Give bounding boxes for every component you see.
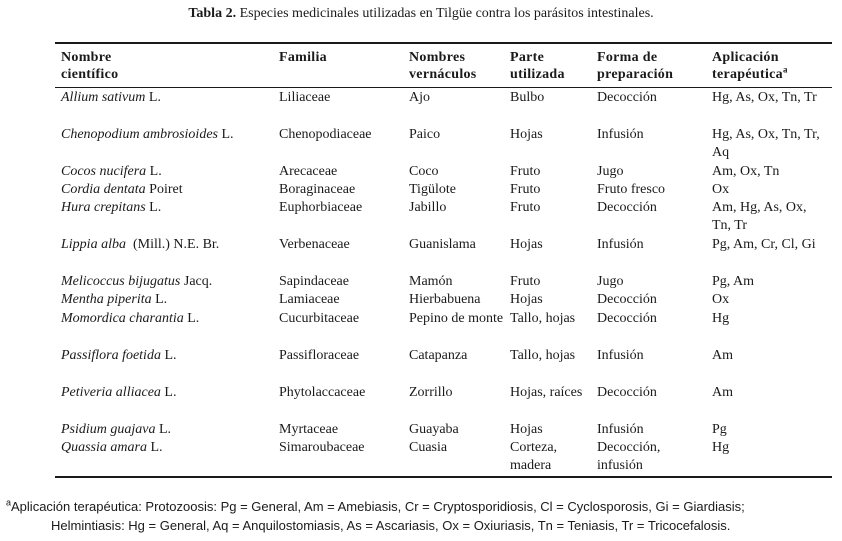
- cell-nombre-vernaculo: Coco: [409, 164, 439, 179]
- cell-familia: Sapindaceae: [279, 274, 349, 289]
- cell-aplicacion-terapeutica: Am: [712, 348, 733, 363]
- species-author: L.: [145, 90, 161, 105]
- cell-familia: Passifloraceae: [279, 348, 360, 363]
- cell-aplicacion-terapeutica: Am, Ox, Tn: [712, 164, 780, 179]
- species-author: L.: [146, 440, 163, 455]
- cell-nombre-vernaculo: Jabillo: [409, 200, 447, 215]
- species-name: Allium sativum: [61, 90, 146, 105]
- cell-aplicacion-terapeutica: Hg: [712, 311, 730, 326]
- footnote-marker: a: [6, 497, 12, 508]
- species-name: Petiveria alliacea: [61, 385, 161, 400]
- cell-parte-utilizada: Tallo, hojas: [510, 348, 576, 363]
- cell-nombre-cientifico: [61, 347, 276, 365]
- header-forma-line1: Forma de: [597, 50, 658, 65]
- cell-aplicacion-terapeutica: Am, Hg, As, Ox, Tn, Tr: [712, 200, 807, 233]
- cell-forma-preparacion: Decocción: [597, 200, 657, 215]
- cell-nombre-cientifico: [61, 89, 276, 107]
- cell-familia: Liliaceae: [279, 90, 331, 105]
- cell-aplicacion-terapeutica: Pg, Am, Cr, Cl, Gi: [712, 237, 816, 252]
- table-caption: [0, 6, 842, 22]
- footnote-text-line1: Aplicación terapéutica: Protozoosis: Pg = General, Am = Amebiasis, Cr = Cryptosporidiosis, Cl = Cyclosporosis, Gi = Giardiasis;: [11, 499, 745, 514]
- cell-aplicacion-terapeutica: Pg: [712, 422, 727, 437]
- cell-nombre-cientifico: [61, 310, 276, 328]
- top-rule: [55, 42, 832, 44]
- header-aplic-line2: terapéutica: [712, 67, 783, 82]
- cell-familia: Phytolaccaceae: [279, 385, 366, 400]
- cell-nombre-vernaculo: Paico: [409, 127, 441, 142]
- species-author: L.: [145, 200, 162, 215]
- species-author: Poiret: [145, 182, 183, 197]
- species-author: L.: [217, 127, 234, 142]
- species-name: Cordia dentata: [61, 182, 146, 197]
- cell-familia: Lamiaceae: [279, 292, 340, 307]
- cell-parte-utilizada: Tallo, hojas: [510, 311, 576, 326]
- cell-parte-utilizada: Hojas: [510, 127, 543, 142]
- species-author: L.: [151, 292, 168, 307]
- caption-text: Especies medicinales utilizadas en Tilgüe contra los parásitos intestinales.: [236, 6, 654, 21]
- cell-nombre-cientifico: [61, 439, 276, 457]
- header-aplic-line1: Aplicación: [712, 50, 779, 65]
- cell-nombre-cientifico: [61, 236, 276, 254]
- caption-label: Tabla 2.: [188, 6, 237, 21]
- species-name: Quassia amara: [61, 440, 147, 455]
- cell-forma-preparacion: Decocción: [597, 311, 657, 326]
- cell-nombre-vernaculo: Tigülote: [409, 182, 456, 197]
- cell-parte-utilizada: Fruto: [510, 200, 541, 215]
- cell-aplicacion-terapeutica: Pg, Am: [712, 274, 755, 289]
- cell-forma-preparacion: Fruto fresco: [597, 182, 666, 197]
- header-nombre-line1: Nombre: [61, 50, 112, 65]
- cell-parte-utilizada: Fruto: [510, 274, 541, 289]
- cell-nombre-vernaculo: Guanislama: [409, 237, 476, 252]
- header-parte-line2: utilizada: [510, 67, 565, 82]
- cell-nombre-vernaculo: Pepino de monte: [409, 311, 504, 326]
- header-aplic-superscript: a: [782, 64, 788, 75]
- species-name: Mentha piperita: [61, 292, 152, 307]
- cell-nombre-vernaculo: Mamón: [409, 274, 453, 289]
- header-parte-line1: Parte: [510, 50, 545, 65]
- cell-parte-utilizada: Bulbo: [510, 90, 545, 105]
- header-nombre-cientifico: [61, 49, 276, 83]
- cell-nombre-vernaculo: Cuasia: [409, 440, 448, 455]
- cell-nombre-cientifico: [61, 291, 276, 309]
- footnote-line2: Helmintiasis: Hg = General, Aq = Anquilostomiasis, As = Ascariasis, Ox = Oxiuriasis, Tn = Teniasis, Tr = Tricocefalosis.: [51, 518, 731, 533]
- species-author: (Mill.) N.E. Br.: [125, 237, 220, 252]
- cell-nombre-cientifico: [61, 199, 276, 217]
- cell-forma-preparacion: Jugo: [597, 274, 624, 289]
- cell-parte-utilizada: Hojas: [510, 237, 543, 252]
- cell-forma-preparacion: Infusión: [597, 237, 644, 252]
- header-parte-utilizada: [510, 49, 594, 83]
- cell-familia: Chenopodiaceae: [279, 127, 372, 142]
- cell-aplicacion-terapeutica: Ox: [712, 182, 730, 197]
- cell-nombre-cientifico: [61, 384, 276, 402]
- species-name: Cocos nucifera: [61, 164, 147, 179]
- cell-forma-preparacion: Infusión: [597, 348, 644, 363]
- header-rule: [55, 87, 832, 88]
- cell-forma-preparacion: Decocción: [597, 292, 657, 307]
- cell-nombre-vernaculo: Catapanza: [409, 348, 468, 363]
- header-nombres-vernaculos: [409, 49, 507, 83]
- cell-aplicacion-terapeutica: Ox: [712, 292, 730, 307]
- header-aplicacion-terapeutica: [712, 49, 828, 83]
- species-name: Psidium guajava: [61, 422, 156, 437]
- species-author: L.: [155, 422, 172, 437]
- cell-forma-preparacion: Infusión: [597, 127, 644, 142]
- cell-forma-preparacion: Infusión: [597, 422, 644, 437]
- header-vern-line1: Nombres: [409, 50, 466, 65]
- cell-parte-utilizada: Hojas: [510, 292, 543, 307]
- cell-familia: Boraginaceae: [279, 182, 356, 197]
- cell-parte-utilizada: Hojas, raíces: [510, 385, 583, 400]
- cell-nombre-vernaculo: Hierbabuena: [409, 292, 481, 307]
- cell-familia: Euphorbiaceae: [279, 200, 363, 215]
- species-name: Chenopodium ambrosioides: [61, 127, 218, 142]
- cell-parte-utilizada: Hojas: [510, 422, 543, 437]
- cell-nombre-cientifico: [61, 181, 276, 199]
- species-name: Momordica charantia: [61, 311, 184, 326]
- species-name: Passiflora foetida: [61, 348, 161, 363]
- species-author: L.: [183, 311, 200, 326]
- species-author: L.: [146, 164, 162, 179]
- cell-familia: Cucurbitaceae: [279, 311, 360, 326]
- cell-nombre-vernaculo: Ajo: [409, 90, 430, 105]
- species-author: Jacq.: [180, 274, 213, 289]
- cell-forma-preparacion: Jugo: [597, 164, 624, 179]
- bottom-rule: [55, 476, 832, 478]
- header-forma-line2: preparación: [597, 67, 674, 82]
- cell-forma-preparacion: Decocción, infusión: [597, 440, 661, 473]
- cell-parte-utilizada: Fruto: [510, 164, 541, 179]
- cell-forma-preparacion: Decocción: [597, 90, 657, 105]
- species-name: Hura crepitans: [61, 200, 146, 215]
- species-author: L.: [160, 385, 177, 400]
- cell-nombre-vernaculo: Zorrillo: [409, 385, 453, 400]
- cell-aplicacion-terapeutica: Hg, As, Ox, Tn, Tr: [712, 90, 817, 105]
- cell-familia: Myrtaceae: [279, 422, 339, 437]
- cell-familia: Verbenaceae: [279, 237, 350, 252]
- cell-aplicacion-terapeutica: Hg, As, Ox, Tn, Tr, Aq: [712, 127, 820, 160]
- species-author: L.: [160, 348, 177, 363]
- cell-aplicacion-terapeutica: Hg: [712, 440, 730, 455]
- cell-nombre-cientifico: [61, 273, 276, 291]
- species-name: Lippia alba: [61, 237, 126, 252]
- header-forma-preparacion: [597, 49, 709, 83]
- cell-forma-preparacion: Decocción: [597, 385, 657, 400]
- cell-nombre-cientifico: [61, 126, 276, 144]
- cell-parte-utilizada: Fruto: [510, 182, 541, 197]
- header-familia: Familia: [279, 50, 327, 65]
- cell-aplicacion-terapeutica: Am: [712, 385, 733, 400]
- cell-nombre-cientifico: [61, 421, 276, 439]
- cell-familia: Simaroubaceae: [279, 440, 365, 455]
- cell-familia: Arecaceae: [279, 164, 338, 179]
- footnote-line1: [6, 497, 842, 516]
- header-nombre-line2: científico: [61, 67, 119, 82]
- header-vern-line2: vernáculos: [409, 67, 477, 82]
- cell-nombre-cientifico: [61, 163, 276, 181]
- species-name: Melicoccus bijugatus: [61, 274, 181, 289]
- cell-nombre-vernaculo: Guayaba: [409, 422, 459, 437]
- cell-parte-utilizada: Corteza, madera: [510, 440, 558, 473]
